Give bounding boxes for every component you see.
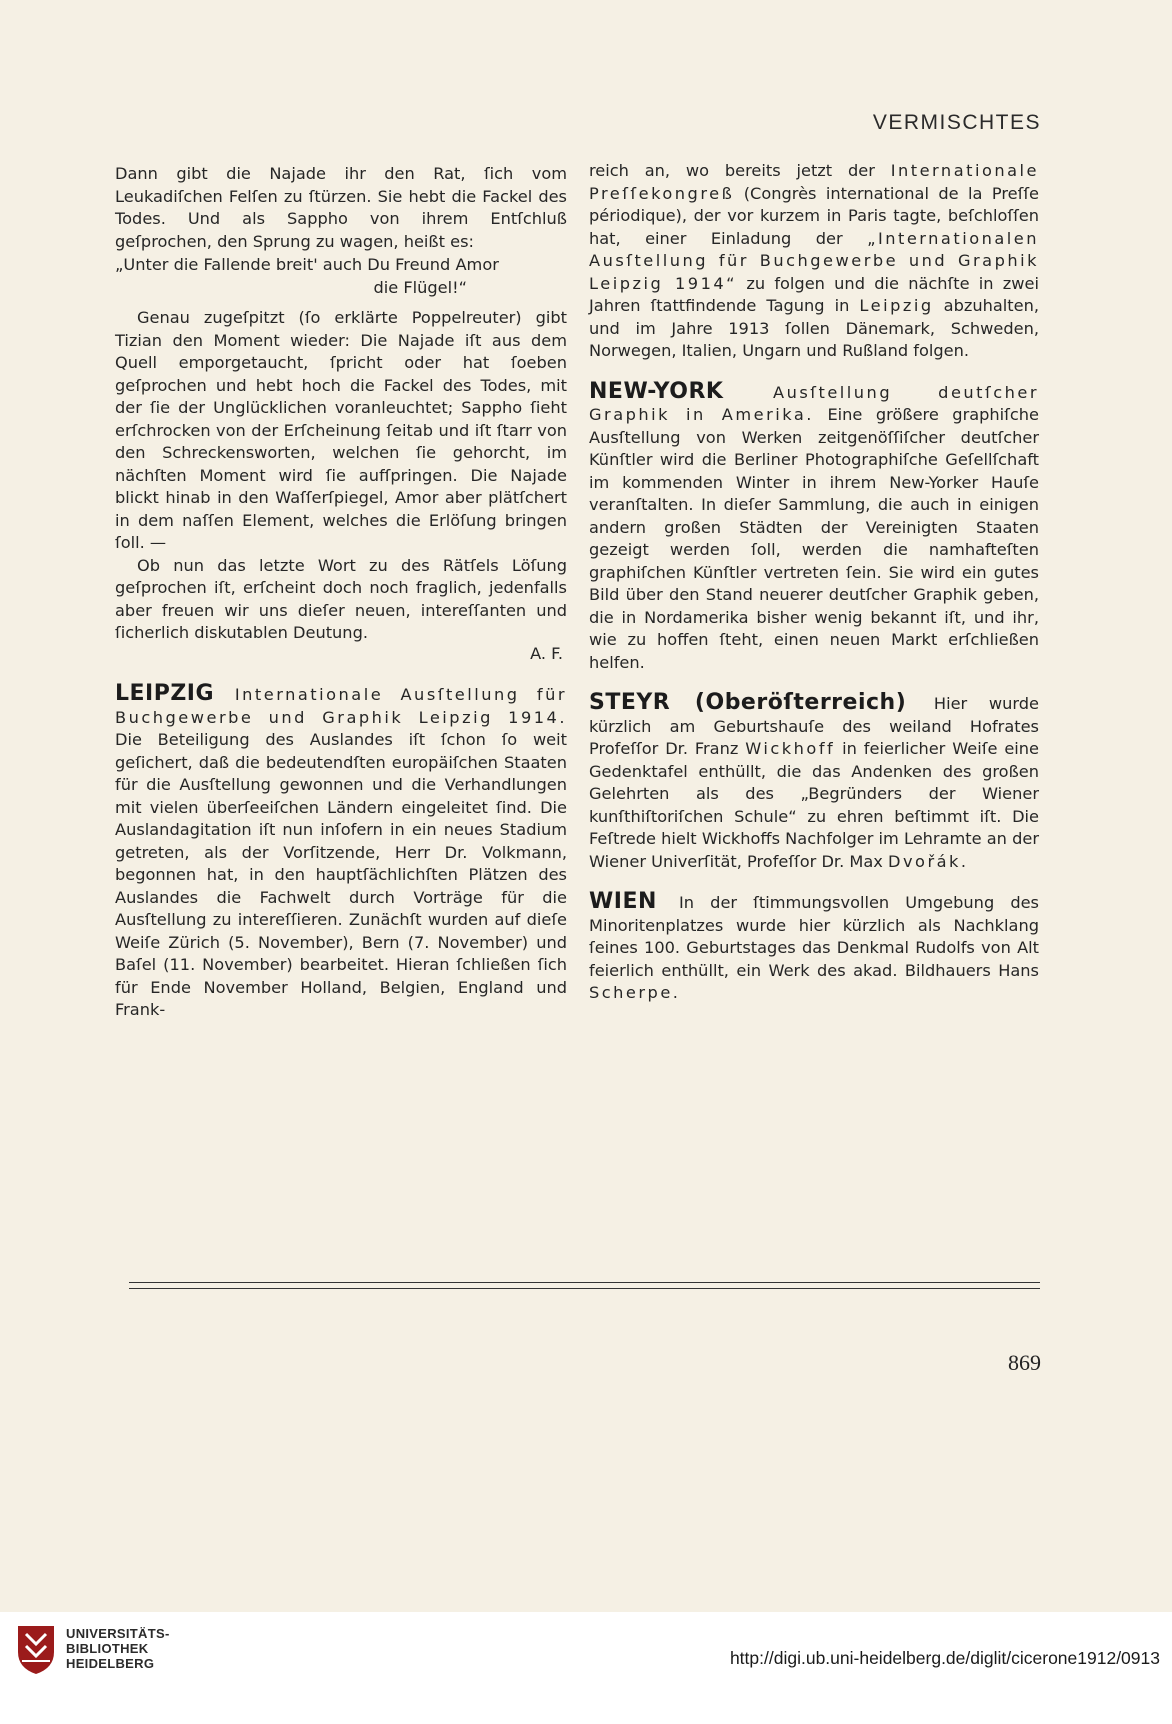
- new-york-text: Eine größere graphiſche Ausſtellung von Werken zeitgenöſſiſcher deutſcher Künſtler wird die Berliner Photographiſche Geſellſchaft im kommenden Winter in ihrem New-Yorker Hauſe veranſtalten. In dieſer Sammlung, die auch in einigen andern großen Städten der Vereinigten Staaten gezeigt werden ſoll, werden die namhafteſten graphiſchen Künſtler vertreten ſein. Sie wird ein gutes Bild über den Stand neuerer deutſcher Graphik geben, die in Nordamerika bisher wenig bekannt iſt, und ihr, wie zu hoffen ſteht, einen neuen Markt erſchließen helfen.: [589, 405, 1039, 672]
- new-york-subject: Ausſtellung deutſcher Graphik in Amerika.: [589, 382, 1039, 424]
- verse-line-2: die Flügel!“: [373, 277, 467, 297]
- footer-rule-bottom: [129, 1288, 1040, 1289]
- leipzig-subject: Internationale Ausſtellung für Buchgewerbe und Graphik Leipzig 1914.: [115, 685, 567, 727]
- library-name-line-3: HEIDELBERG: [66, 1656, 155, 1671]
- steyr-text-a: Hier wurde kürzlich am Geburtshauſe des weiland Hofrates Profeſſor Dr. Franz: [589, 694, 1039, 758]
- leipzig-exhibition: „Internationalen Ausſtellung für Buchgewerbe und Graphik Leipzig 1914“: [589, 228, 1039, 293]
- right-column: [589, 160, 1039, 1005]
- section-leipzig: [115, 683, 567, 1022]
- author-signature: A. F.: [530, 643, 563, 663]
- library-name: [66, 1626, 170, 1671]
- leipzig-text: Die Beteiligung des Auslandes iſt ſchon ſo weit geſichert, daß die bedeutendſten europäiſchen Staaten für die Ausſtellung gewonnen und die Verhandlungen mit vielen überſeeiſchen Ländern eingeleitet ſind. Die Auslandagitation iſt nun inſofern in ein neues Stadium getreten, als der Vorſitzende, Herr Dr. Volkmann, begonnen hat, in den hauptſächlichſten Plätzen des Auslandes die Fachwelt durch Vorträge für die Ausſtellung zu intereſſieren. Zunächſt wurden auf dieſe Weiſe Zürich (5. November), Bern (7. November) und Baſel (11. November) bearbeitet. Hieran ſchließen ſich für Ende November Holland, Belgien, England und Frank-: [115, 730, 567, 1019]
- wien-text: In der ſtimmungsvollen Umgebung des Minoritenplatzes wurde hier kürzlich als Nachklang ſeines 100. Geburtstages das Denkmal Rudolfs von Alt feierlich enthüllt, ein Werk des akad. Bildhauers Hans: [589, 893, 1039, 980]
- permalink-url[interactable]: http://digi.ub.uni-heidelberg.de/diglit/cicerone1912/0913: [729, 1648, 1160, 1668]
- university-library-logo-icon: [14, 1622, 58, 1676]
- footer-rule-top: [129, 1282, 1040, 1283]
- paragraph-tizian: Genau zugeſpitzt (ſo erklärte Poppelreuter) gibt Tizian den Moment wieder: Die Najade iſt aus dem Quell emporgetaucht, ſpricht oder hat ſoeben geſprochen und hebt hoch die Fackel des Todes, mit der ſie der Unglücklichen voranleuchtet; Sappho ſieht erſchrocken von der Erſcheinung ſeitab und iſt ſtarr von den Schreckensworten, welchen ſie gehorcht, im nächſten Moment wird ſie aufſpringen. Die Najade blickt hinab in den Waſſerſpiegel, Amor aber plätſchert in dem naſſen Element, welches die Erlöſung bringen ſoll. —: [115, 308, 567, 552]
- wien-name-scherpe: Scherpe.: [589, 983, 681, 1002]
- verse-quote: [115, 254, 567, 299]
- steyr-text-b: in feierlicher Weiſe eine Gedenktafel enthüllt, die das Andenken des großen Gelehrten als des „Begründers der Wiener kunſthiſtoriſchen Schule“ zu ehren beſtimmt iſt. Die Feſtrede hielt Wickhoffs Nachfolger im Lehramte an der Wiener Univerſität, Profeſſor Dr. Max: [589, 739, 1039, 871]
- leipzig-continuation: [589, 160, 1039, 363]
- section-wien: [589, 891, 1039, 1005]
- library-name-line-1: UNIVERSITÄTS-: [66, 1626, 170, 1641]
- section-heading-wien: WIEN: [589, 889, 657, 914]
- steyr-name-dvorak: Dvořák.: [888, 851, 969, 871]
- section-heading-leipzig: LEIPZIG: [115, 681, 215, 706]
- verse-line-1: „Unter die Fallende breit' auch Du Freund Amor: [115, 255, 499, 274]
- leipzig-cont-d: abzuhalten, und im Jahre 1913 ſollen Dänemark, Schweden, Norwegen, Italien, Ungarn und Rußland folgen.: [589, 296, 1039, 360]
- leipzig-city: Leipzig: [859, 296, 934, 315]
- running-head: VERMISCHTES: [872, 111, 1041, 134]
- paragraph-deutung: Ob nun das letzte Wort zu des Rätſels Löſung geſprochen iſt, erſcheint doch noch fraglich, jedenfalls aber freuen wir uns dieſer neuen, intereſſanten und ſicherlich diskutablen Deutung.: [115, 555, 567, 642]
- section-steyr: [589, 692, 1039, 873]
- section-heading-new-york: NEW-YORK: [589, 378, 724, 404]
- steyr-name-wickhoff: Wickhoff: [745, 739, 836, 758]
- leipzig-congress: Internationale Preſſekongreß: [589, 161, 1039, 203]
- leipzig-cont-c: zu folgen und die nächſte in zwei Jahren ſtattfindende Tagung in: [589, 273, 1039, 315]
- leipzig-cont-a: reich an, wo bereits jetzt der: [589, 161, 875, 180]
- left-column: [115, 163, 567, 1022]
- page-number: 869: [1008, 1350, 1041, 1375]
- section-heading-steyr: STEYR (Oberöſterreich): [589, 690, 907, 715]
- leipzig-cont-b: (Congrès international de la Preſſe périodique), der vor kurzem in Paris tagte, beſchloſſen hat, einer Einladung der: [589, 183, 1039, 248]
- paragraph-sappho: Dann gibt die Najade ihr den Rat, ſich vom Leukadiſchen Felſen zu ſtürzen. Sie hebt die Fackel des Todes. Und als Sappho von ihrem Entſchluß geſprochen, den Sprung zu wagen, heißt es:: [115, 164, 567, 251]
- section-new-york: [589, 378, 1039, 675]
- library-name-line-2: BIBLIOTHEK: [66, 1641, 149, 1656]
